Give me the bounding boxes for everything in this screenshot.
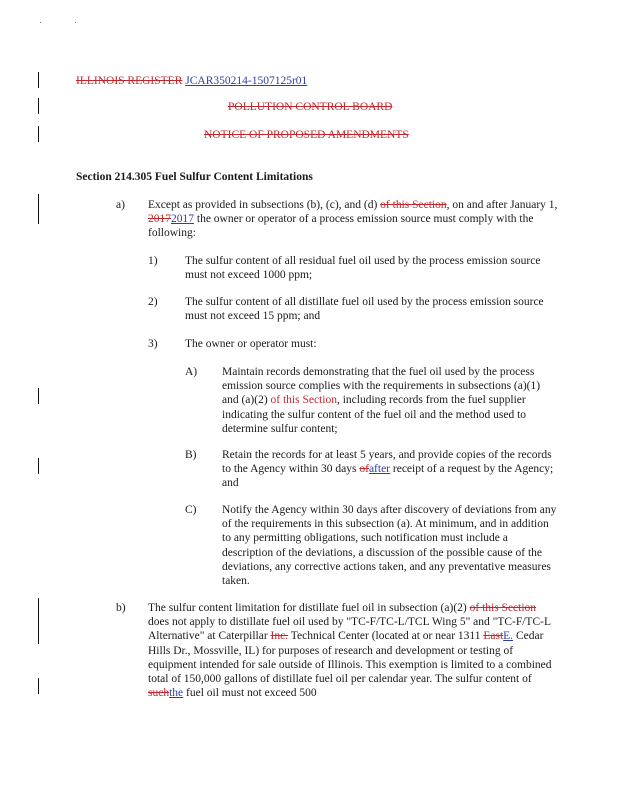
inserted-text: after	[368, 463, 391, 476]
change-bar	[38, 126, 39, 142]
subsection-a-label: a)	[116, 199, 125, 211]
inserted-year: 2017	[171, 213, 194, 226]
change-bar	[38, 194, 39, 224]
deleted-text: East	[483, 630, 504, 643]
item-C-text: Notify the Agency within 30 days after discovery of deviations from any of the requirements in this subsection (a). At minimum, and in addition to any permitting obligations, such notification must include a description of the deviations, a discussion of the possible cause of the deviations, any corrective actions taken, and any preventative measures taken.	[222, 504, 557, 588]
item-A-label: A)	[185, 366, 198, 378]
subsection-b-text: The sulfur content limitation for distillate fuel oil in subsection (a)(2) of this Section does not apply to distillate fuel oil used by "TC-F/TC-L/TCL Wing 5" and "TC-F/TC-L Alternative" at Caterpillar Inc. Technical Center (located at or near 1311 EastE. Cedar Hills Dr., Mossville, IL) for purposes of research and development or testing of equipment intended for sale outside of Illinois. This exemption is limited to a combined total of 150,000 gallons of distillate fuel oil per calendar year. The sulfur content of suchthe fuel oil must not exceed 500	[148, 602, 552, 700]
subsection-b-label: b)	[116, 602, 126, 614]
scan-speck	[75, 22, 76, 23]
item-1-label: 1)	[148, 255, 158, 267]
deleted-year: 2017	[148, 213, 171, 226]
item-C-label: C)	[185, 504, 197, 516]
scan-speck	[40, 22, 41, 23]
inserted-text: the	[169, 687, 184, 700]
section-heading: Section 214.305 Fuel Sulfur Content Limitations	[76, 171, 313, 183]
item-3-label: 3)	[148, 338, 158, 350]
deleted-text: of	[359, 463, 369, 476]
register-header	[76, 74, 307, 88]
subsection-a-text: Except as provided in subsections (b), (c), and (d) of this Section, on and after January 1, 20172017 the owner or operator of a process emission source must comply with the following:	[148, 199, 558, 240]
change-bar	[38, 458, 39, 474]
item-1-text: The sulfur content of all residual fuel oil used by the process emission source must not exceed 1000 ppm;	[185, 255, 541, 282]
register-code: JCAR350214-1507125r01	[185, 75, 308, 87]
change-bar	[38, 98, 39, 114]
change-bar	[38, 388, 39, 404]
item-B-label: B)	[185, 449, 197, 461]
item-3-text: The owner or operator must:	[185, 338, 317, 350]
inserted-text: E.	[503, 630, 514, 643]
item-A-text: Maintain records demonstrating that the fuel oil used by the process emission source complies with the requirements in subsections (a)(1) and (a)(2) of this Section, including records from the fuel supplier indicating the sulfur content of the fuel oil and the method used to determine sulfur content;	[222, 366, 541, 435]
deleted-text: Inc.	[270, 630, 289, 643]
board-title: POLLUTION CONTROL BOARD	[228, 101, 393, 113]
inserted-text: of this Section	[270, 394, 337, 407]
change-bar	[38, 678, 39, 694]
register-struck: ILLINOIS REGISTER	[76, 75, 183, 87]
deleted-text: such	[148, 687, 170, 700]
change-bar	[38, 72, 39, 88]
item-2-label: 2)	[148, 296, 158, 308]
deleted-text: of this Section	[469, 602, 537, 614]
item-B-text: Retain the records for at least 5 years, and provide copies of the records to the Agency within 30 days ofafter receipt of a request by the Agency; and	[222, 449, 554, 490]
notice-title: NOTICE OF PROPOSED AMENDMENTS	[204, 129, 409, 141]
change-bar	[38, 598, 39, 644]
deleted-text: of this Section	[380, 199, 447, 211]
item-2-text: The sulfur content of all distillate fuel oil used by the process emission source must not exceed 15 ppm; and	[185, 296, 544, 323]
